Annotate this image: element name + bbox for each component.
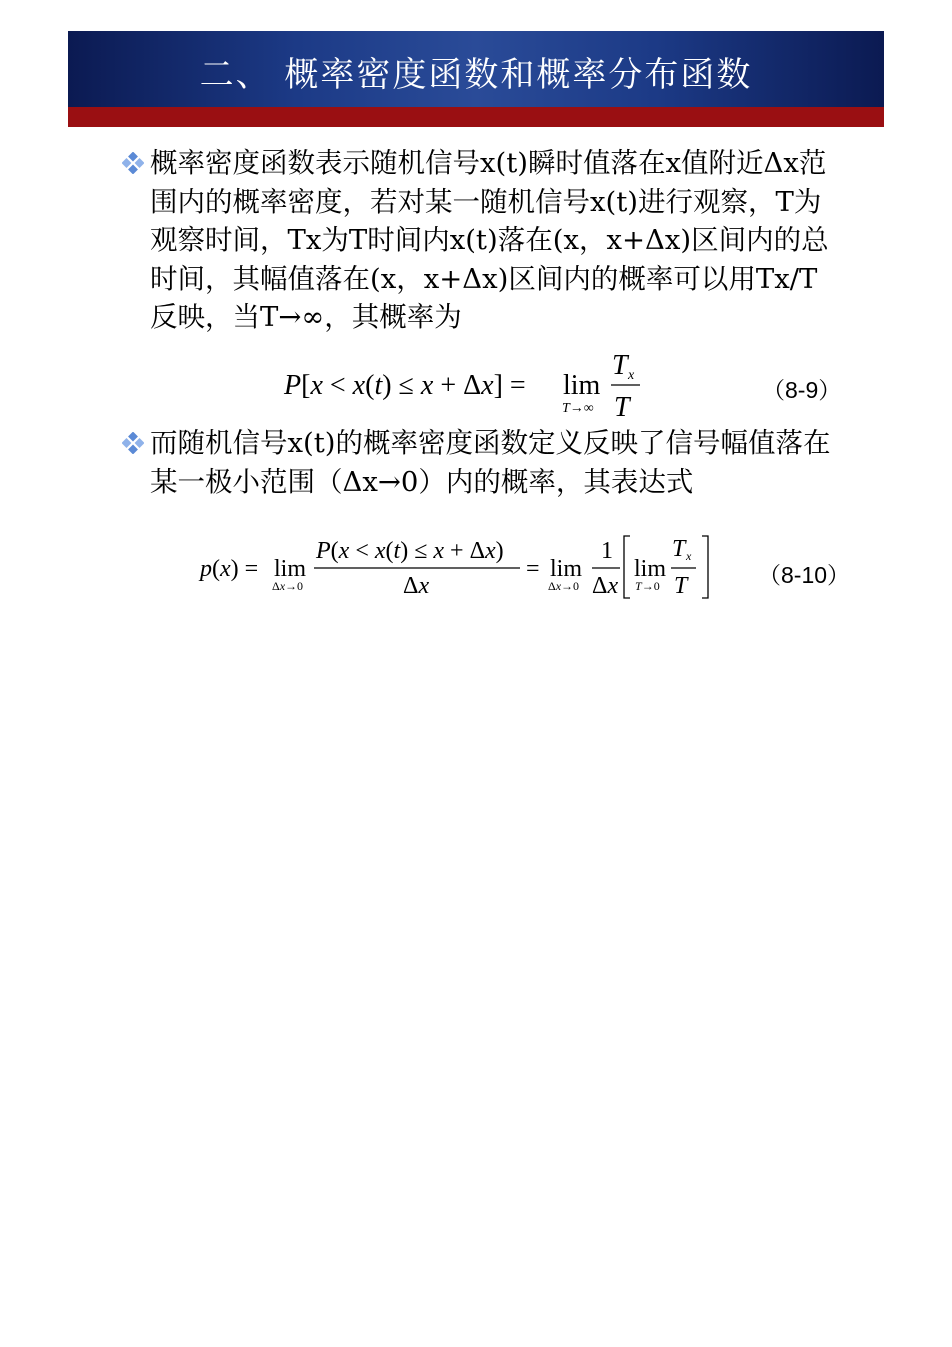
svg-text:Δx→0: Δx→0: [272, 579, 304, 593]
svg-text:T: T: [674, 573, 688, 599]
svg-text:T: T: [612, 350, 628, 381]
equation-number: （8-10）: [758, 562, 851, 588]
svg-text:T→∞: T→∞: [562, 401, 594, 416]
svg-text:P[x < x(t) ≤ x + Δx] =: P[x < x(t) ≤ x + Δx] =: [284, 370, 526, 401]
accent-bar: [68, 107, 884, 127]
diamond-bullet-icon: [122, 432, 144, 454]
svg-text:1: 1: [601, 538, 613, 564]
equation-number: （8-9）: [762, 377, 842, 403]
diamond-bullet-icon: [122, 152, 144, 174]
paragraph-2: [122, 424, 842, 501]
equation-8-10: [198, 532, 718, 602]
slide-title: 二、 概率密度函数和概率分布函数: [199, 55, 753, 95]
svg-text:x: x: [686, 549, 692, 563]
paragraph-text: 而随机信号x(t)的概率密度函数定义反映了信号幅值落在某一极小范围（Δx→0）内的概率，其表达式: [150, 427, 831, 498]
svg-text:Δx: Δx: [592, 573, 619, 599]
svg-text:P(x < x(t) ≤ x + Δx): P(x < x(t) ≤ x + Δx): [316, 538, 504, 564]
svg-text:=: =: [526, 556, 540, 582]
title-banner: [68, 31, 884, 107]
paragraph-text: 概率密度函数表示随机信号x(t)瞬时值落在x值附近Δx范围内的概率密度，若对某一随机信号x(t)进行观察，T为观察时间，Tx为T时间内x(t)落在(x，x+Δx)区间内的总时间，其幅值落在(x，x+Δx)区间内的概率可以用Tx/T反映，当T→∞，其概率为: [150, 147, 829, 333]
paragraph-1: [122, 144, 842, 337]
svg-text:p(x) =: p(x) =: [200, 556, 259, 582]
svg-text:lim: lim: [274, 556, 307, 582]
svg-text:lim: lim: [550, 556, 583, 582]
svg-text:Δx→0: Δx→0: [548, 579, 580, 593]
svg-text:lim: lim: [563, 370, 601, 401]
svg-text:T: T: [614, 392, 630, 420]
svg-text:T→0: T→0: [635, 579, 660, 593]
equation-8-9: [280, 348, 660, 420]
svg-text:T: T: [672, 536, 686, 562]
svg-text:lim: lim: [634, 556, 667, 582]
svg-text:Δx: Δx: [403, 573, 430, 599]
svg-text:x: x: [628, 368, 635, 383]
